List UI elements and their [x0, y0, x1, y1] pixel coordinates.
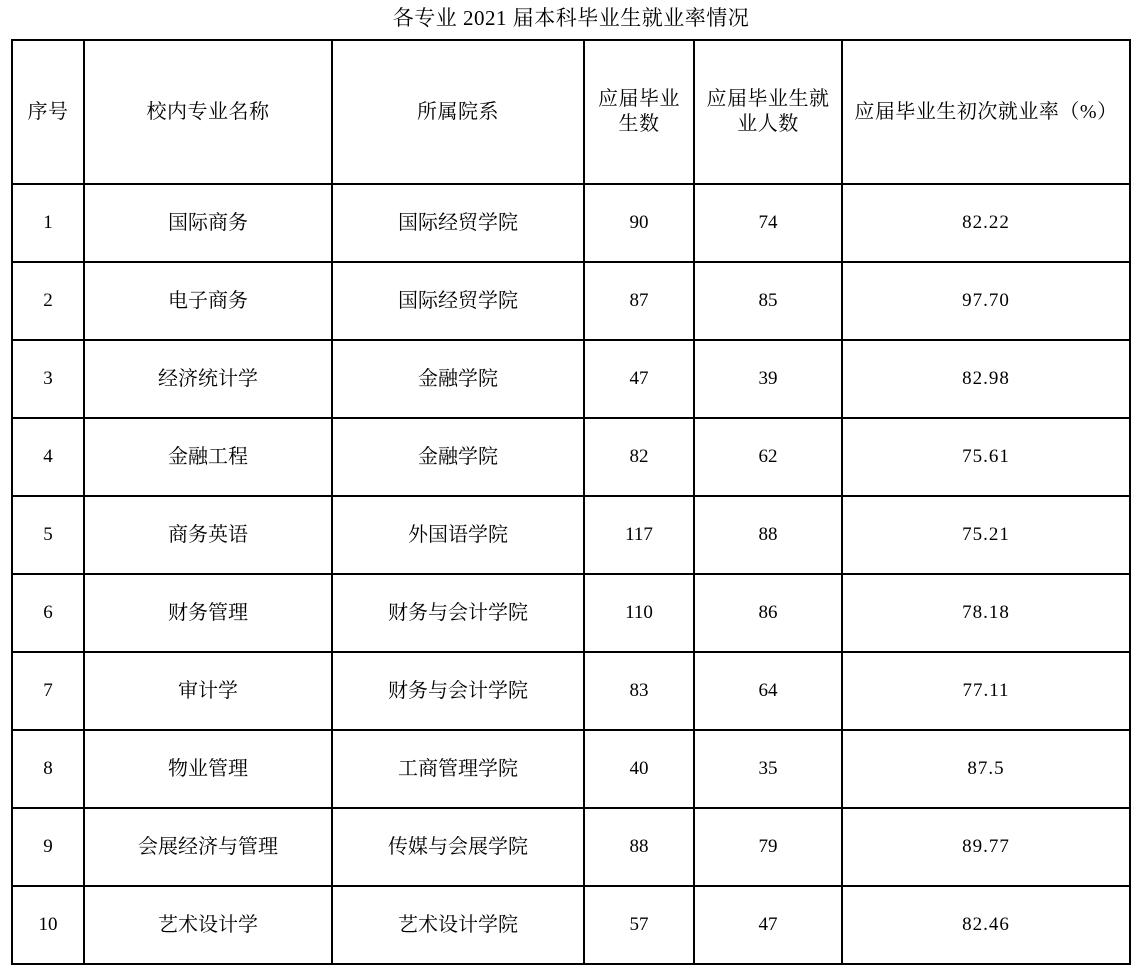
cell-employed: 85 [694, 262, 842, 340]
cell-employment-rate: 87.5 [842, 730, 1130, 808]
cell-index: 9 [12, 808, 84, 886]
cell-major: 国际商务 [84, 184, 332, 262]
cell-employment-rate: 89.77 [842, 808, 1130, 886]
table-row [12, 496, 1130, 574]
cell-graduates: 57 [584, 886, 694, 964]
cell-major: 金融工程 [84, 418, 332, 496]
employment-rate-table [11, 39, 1131, 965]
cell-major: 商务英语 [84, 496, 332, 574]
column-header-employment-rate: 应届毕业生初次就业率（%） [842, 40, 1130, 184]
cell-index: 8 [12, 730, 84, 808]
table-header [12, 40, 1130, 184]
cell-department: 国际经贸学院 [332, 184, 584, 262]
table-row [12, 730, 1130, 808]
cell-employed: 62 [694, 418, 842, 496]
cell-graduates: 47 [584, 340, 694, 418]
cell-employment-rate: 77.11 [842, 652, 1130, 730]
cell-graduates: 117 [584, 496, 694, 574]
cell-department: 外国语学院 [332, 496, 584, 574]
cell-employed: 74 [694, 184, 842, 262]
cell-department: 艺术设计学院 [332, 886, 584, 964]
cell-graduates: 83 [584, 652, 694, 730]
table-row [12, 184, 1130, 262]
cell-employment-rate: 75.61 [842, 418, 1130, 496]
cell-major: 艺术设计学 [84, 886, 332, 964]
cell-major: 会展经济与管理 [84, 808, 332, 886]
cell-department: 金融学院 [332, 340, 584, 418]
cell-index: 3 [12, 340, 84, 418]
cell-graduates: 40 [584, 730, 694, 808]
cell-graduates: 88 [584, 808, 694, 886]
cell-graduates: 82 [584, 418, 694, 496]
column-header-department: 所属院系 [332, 40, 584, 184]
cell-department: 工商管理学院 [332, 730, 584, 808]
cell-employed: 39 [694, 340, 842, 418]
cell-department: 金融学院 [332, 418, 584, 496]
page-title: 各专业 2021 届本科毕业生就业率情况 [392, 6, 750, 30]
cell-index: 4 [12, 418, 84, 496]
cell-employed: 47 [694, 886, 842, 964]
cell-major: 电子商务 [84, 262, 332, 340]
cell-graduates: 90 [584, 184, 694, 262]
column-header-employed: 应届毕业生就业人数 [694, 40, 842, 184]
table-row [12, 808, 1130, 886]
cell-major: 物业管理 [84, 730, 332, 808]
cell-employed: 79 [694, 808, 842, 886]
cell-employment-rate: 82.22 [842, 184, 1130, 262]
cell-department: 国际经贸学院 [332, 262, 584, 340]
cell-employed: 64 [694, 652, 842, 730]
cell-major: 审计学 [84, 652, 332, 730]
cell-major: 财务管理 [84, 574, 332, 652]
cell-graduates: 87 [584, 262, 694, 340]
cell-index: 1 [12, 184, 84, 262]
table-row [12, 418, 1130, 496]
table-body [12, 184, 1130, 964]
cell-department: 财务与会计学院 [332, 652, 584, 730]
cell-employment-rate: 97.70 [842, 262, 1130, 340]
cell-index: 6 [12, 574, 84, 652]
table-row [12, 340, 1130, 418]
cell-employment-rate: 82.98 [842, 340, 1130, 418]
cell-employed: 86 [694, 574, 842, 652]
column-header-index: 序号 [12, 40, 84, 184]
cell-major: 经济统计学 [84, 340, 332, 418]
table-row [12, 886, 1130, 964]
cell-department: 财务与会计学院 [332, 574, 584, 652]
cell-employment-rate: 75.21 [842, 496, 1130, 574]
column-header-graduates: 应届毕业生数 [584, 40, 694, 184]
cell-employment-rate: 82.46 [842, 886, 1130, 964]
cell-index: 7 [12, 652, 84, 730]
cell-index: 5 [12, 496, 84, 574]
table-row [12, 652, 1130, 730]
cell-department: 传媒与会展学院 [332, 808, 584, 886]
cell-index: 2 [12, 262, 84, 340]
cell-employment-rate: 78.18 [842, 574, 1130, 652]
cell-graduates: 110 [584, 574, 694, 652]
table-header-row [12, 40, 1130, 184]
cell-index: 10 [12, 886, 84, 964]
table-row [12, 574, 1130, 652]
table-row [12, 262, 1130, 340]
cell-employed: 88 [694, 496, 842, 574]
cell-employed: 35 [694, 730, 842, 808]
column-header-major: 校内专业名称 [84, 40, 332, 184]
